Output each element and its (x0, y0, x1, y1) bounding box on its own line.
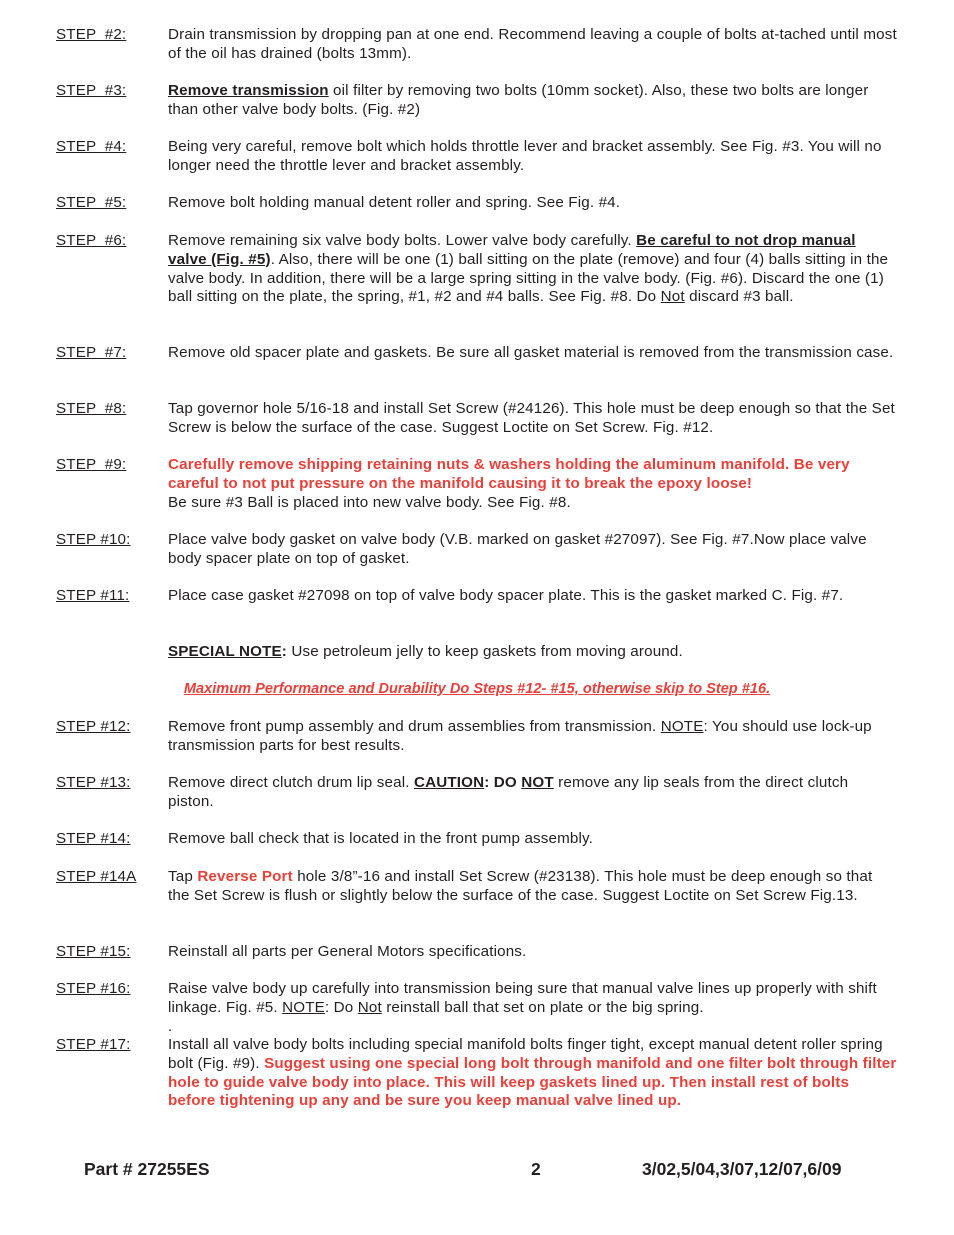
step-body-text: hole 3/8”-16 and install Set Screw (#23138). This hole must be deep enough so that the Set Screw is flush or slightly below the surface of the case. Suggest Loctite on Set Screw Fig.13. (168, 868, 873, 904)
step-3 (56, 82, 898, 120)
step-label: STEP #10: (56, 531, 131, 548)
special-note (56, 643, 898, 662)
special-note-body: Use petroleum jelly to keep gaskets from moving around. (286, 643, 683, 660)
step-2 (56, 26, 898, 64)
step-5 (56, 194, 898, 213)
step-17 (56, 1036, 898, 1111)
step-14a (56, 868, 898, 906)
step-body-text: remove any lip seals from the direct clutch piston. (168, 774, 849, 810)
special-note-heading: SPECIAL NOTE (168, 643, 282, 660)
step-label: STEP #3: (56, 82, 127, 99)
emphasis-text: NOT (521, 774, 554, 791)
step-label: STEP #12: (56, 718, 131, 735)
reverse-port-text: Reverse Port (197, 868, 293, 885)
step-text (168, 456, 898, 512)
step-label: STEP #15: (56, 943, 131, 960)
max-performance-note: Maximum Performance and Durability Do Steps #12- #15, otherwise skip to Step #16. (183, 681, 771, 697)
special-note-text (168, 643, 898, 662)
step-text (168, 82, 898, 120)
caution-label: CAUTION (413, 774, 485, 791)
step-label: STEP #13: (56, 774, 131, 791)
step-body-text: Install all valve body bolts including special manifold bolts finger tight, except manual detent roller spring bolt (Fig. #9). (168, 1036, 883, 1072)
step-text (168, 232, 898, 307)
step-label: STEP #2: (56, 26, 127, 43)
step-body-text: reinstall ball that set on plate or the big spring. (381, 998, 704, 1016)
step-label: STEP #9: (56, 456, 127, 473)
page-number: 2 (531, 1159, 541, 1179)
step-label: STEP #7: (56, 344, 127, 361)
step-13 (56, 774, 898, 812)
step-text: Being very careful, remove bolt which holds throttle lever and bracket assembly. See Fig. #3. You will no longer need the throttle lever and bracket assembly. (168, 138, 882, 174)
step-label: STEP #17: (56, 1036, 131, 1053)
warning-text: Be careful to not drop manual valve (Fig. #5) (168, 232, 856, 268)
revision-dates: 3/02,5/04,3/07,12/07,6/09 (642, 1159, 842, 1179)
step-text: Place case gasket #27098 on top of valve body spacer plate. This is the gasket marked C. Fig. #7. (168, 587, 844, 604)
step-text: Reinstall all parts per General Motors specifications. (168, 943, 527, 960)
stray-dot: . (168, 1018, 173, 1035)
step-text (168, 980, 898, 1018)
step-body-text: Remove front pump assembly and drum assemblies from transmission. (168, 718, 661, 735)
step-label: STEP #11: (56, 587, 130, 604)
emphasis-text: Remove transmission (168, 82, 329, 99)
step-text: Remove old spacer plate and gaskets. Be sure all gasket material is removed from the transmission case. (168, 344, 894, 361)
step-15 (56, 943, 898, 962)
step-body-text: Remove remaining six valve body bolts. Lower valve body carefully. (168, 232, 637, 249)
step-label: STEP #6: (56, 232, 127, 249)
step-9 (56, 456, 898, 512)
step-body-text: . Also, there will be one (1) ball sitting on the plate (remove) and four (4) balls sitting in the valve body. In addition, there will be a large spring sitting in the valve body. (Fig. #6). Discard the one (1) ball sitting on the plate, the spring, #1, #2 and #4 balls. See Fig. #8. Do (168, 250, 889, 306)
step-label: STEP #5: (56, 194, 127, 211)
emphasis-text: Not (357, 998, 382, 1016)
step-label: STEP #14: (56, 830, 131, 847)
warning-text: Carefully remove shipping retaining nuts & washers holding the aluminum manifold. Be very careful to not put pressure on the manifold causing it to break the epoxy loose! (168, 456, 850, 492)
step-7 (56, 344, 898, 363)
step-text (168, 718, 898, 756)
step-body-text: oil filter by removing two bolts (10mm socket). Also, these two bolts are longer than other valve body bolts. (Fig. #2) (168, 82, 869, 118)
step-8 (56, 400, 898, 438)
emphasis-text: DO (489, 774, 522, 791)
step-4 (56, 138, 898, 176)
step-14 (56, 830, 898, 849)
step-body-text: discard #3 ball. (684, 288, 794, 306)
emphasis-text: Not (660, 288, 685, 306)
step-11 (56, 587, 898, 606)
step-body-text: Tap (168, 868, 198, 885)
step-6 (56, 232, 898, 307)
step-body-text: : You should use lock-up transmission parts for best results. (168, 718, 872, 754)
step-text: Remove ball check that is located in the front pump assembly. (168, 830, 594, 847)
step-text (168, 774, 898, 812)
step-label: STEP #4: (56, 138, 127, 155)
step-12 (56, 718, 898, 756)
step-text: Drain transmission by dropping pan at one end. Recommend leaving a couple of bolts at-tached until most of the oil has drained (bolts 13mm). (168, 26, 897, 62)
step-body-text: Remove direct clutch drum lip seal. (168, 774, 414, 791)
step-body-text: : Do (324, 998, 358, 1016)
step-label: STEP #14A (56, 868, 137, 885)
step-16 (56, 980, 898, 1018)
step-body-text: Raise valve body up carefully into transmission being sure that manual valve lines up properly with shift linkage. Fig. #5. (168, 980, 877, 1016)
step-text: Tap governor hole 5/16-18 and install Set Screw (#24126). This hole must be deep enough so that the Set Screw is below the surface of the case. Suggest Loctite on Set Screw. Fig. #12. (168, 400, 895, 436)
special-note-colon: : (281, 643, 287, 660)
step-text (168, 868, 898, 906)
step-text (168, 1036, 898, 1111)
note-label: NOTE (660, 718, 704, 735)
part-number: Part # 27255ES (84, 1159, 210, 1179)
step-text: Remove bolt holding manual detent roller and spring. See Fig. #4. (168, 194, 621, 211)
warning-text: Suggest using one special long bolt through manifold and one filter bolt through filter hole to guide valve body into place. This will keep gaskets lined up. Then install rest of bolts before tightening up any and be sure you keep manual valve lined up. (168, 1054, 897, 1110)
note-label: NOTE (282, 998, 325, 1016)
step-text: Place valve body gasket on valve body (V.B. marked on gasket #27097). See Fig. #7.Now place valve body spacer plate on top of gasket. (168, 531, 867, 567)
caution-colon: : (484, 774, 490, 791)
step-label: STEP #16: (56, 980, 131, 997)
step-body-text: Be sure #3 Ball is placed into new valve body. See Fig. #8. (168, 493, 571, 511)
step-10 (56, 531, 898, 569)
step-label: STEP #8: (56, 400, 127, 417)
